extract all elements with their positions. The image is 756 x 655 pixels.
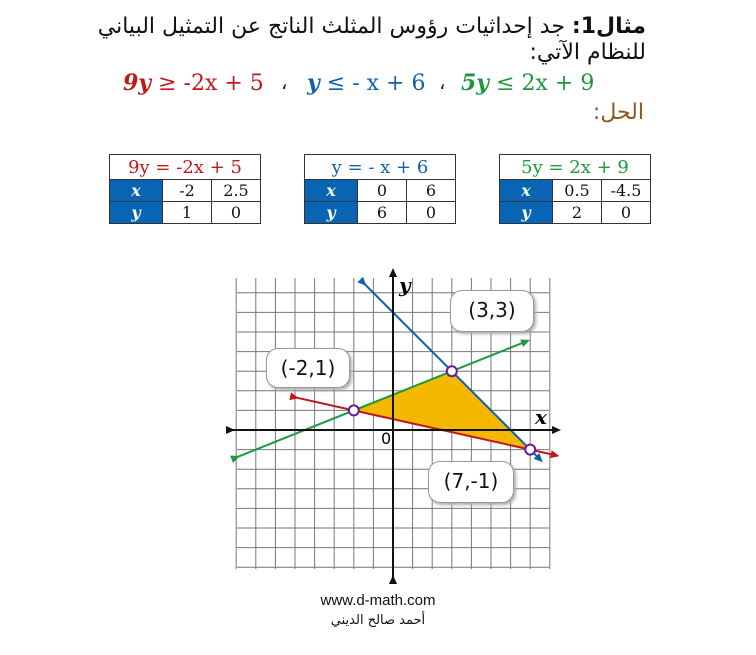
- inequality-blue-var: y: [307, 70, 320, 96]
- y-axis-label: y: [399, 273, 411, 297]
- table-equation: y = - x + 6: [305, 155, 456, 180]
- table-equation: 5y = 2x + 9: [500, 155, 651, 180]
- solution-label: الحل:: [592, 100, 644, 125]
- table-cell: 0: [212, 202, 261, 224]
- table-equation: 9y = -2x + 5: [110, 155, 261, 180]
- problem-text: جد إحداثيات رؤوس المثلث الناتج عن التمثيل البياني: [97, 14, 565, 39]
- inequality-red-var: 9y: [123, 70, 152, 96]
- table-x-label: x: [305, 180, 358, 202]
- table-cell: 2.5: [212, 180, 261, 202]
- table-cell: 1: [163, 202, 212, 224]
- table-y-label: y: [305, 202, 358, 224]
- table-cell: 0: [358, 180, 407, 202]
- table-cell: 0: [602, 202, 651, 224]
- example-label: مثال1:: [571, 14, 646, 39]
- author-footer: أحمد صالح الديني: [330, 613, 426, 628]
- table-cell: 0: [407, 202, 456, 224]
- table-cell: -2: [163, 180, 212, 202]
- inequality-red-rest: ≥ -2x + 5: [151, 71, 264, 96]
- vertex-callout: (7,-1): [428, 461, 514, 503]
- inequality-green-var: 5y: [461, 70, 490, 96]
- problem-text-line2: للنظام الآتي:: [529, 40, 646, 65]
- table-cell: 6: [407, 180, 456, 202]
- table-cell: 2: [553, 202, 602, 224]
- vertex-point: [525, 445, 535, 455]
- vertex-point: [447, 366, 457, 376]
- table-cell: 0.5: [553, 180, 602, 202]
- table-cell: -4.5: [602, 180, 651, 202]
- inequality-green-rest: ≤ 2x + 9: [489, 71, 595, 96]
- vertex-callout: (-2,1): [266, 348, 350, 388]
- table-y-label: y: [500, 202, 553, 224]
- table-x-label: x: [500, 180, 553, 202]
- inequality-separator: ،: [439, 70, 446, 94]
- vertex-callout: (3,3): [450, 290, 534, 332]
- table-y-label: y: [110, 202, 163, 224]
- table-x-label: x: [110, 180, 163, 202]
- table-cell: 6: [358, 202, 407, 224]
- vertex-point: [349, 405, 359, 415]
- inequality-separator: ،: [281, 70, 288, 94]
- website-footer: www.d-math.com: [320, 592, 436, 609]
- x-axis-label: x: [535, 405, 547, 429]
- inequality-blue-rest: ≤ - x + 6: [319, 71, 426, 96]
- origin-label: 0: [381, 429, 392, 448]
